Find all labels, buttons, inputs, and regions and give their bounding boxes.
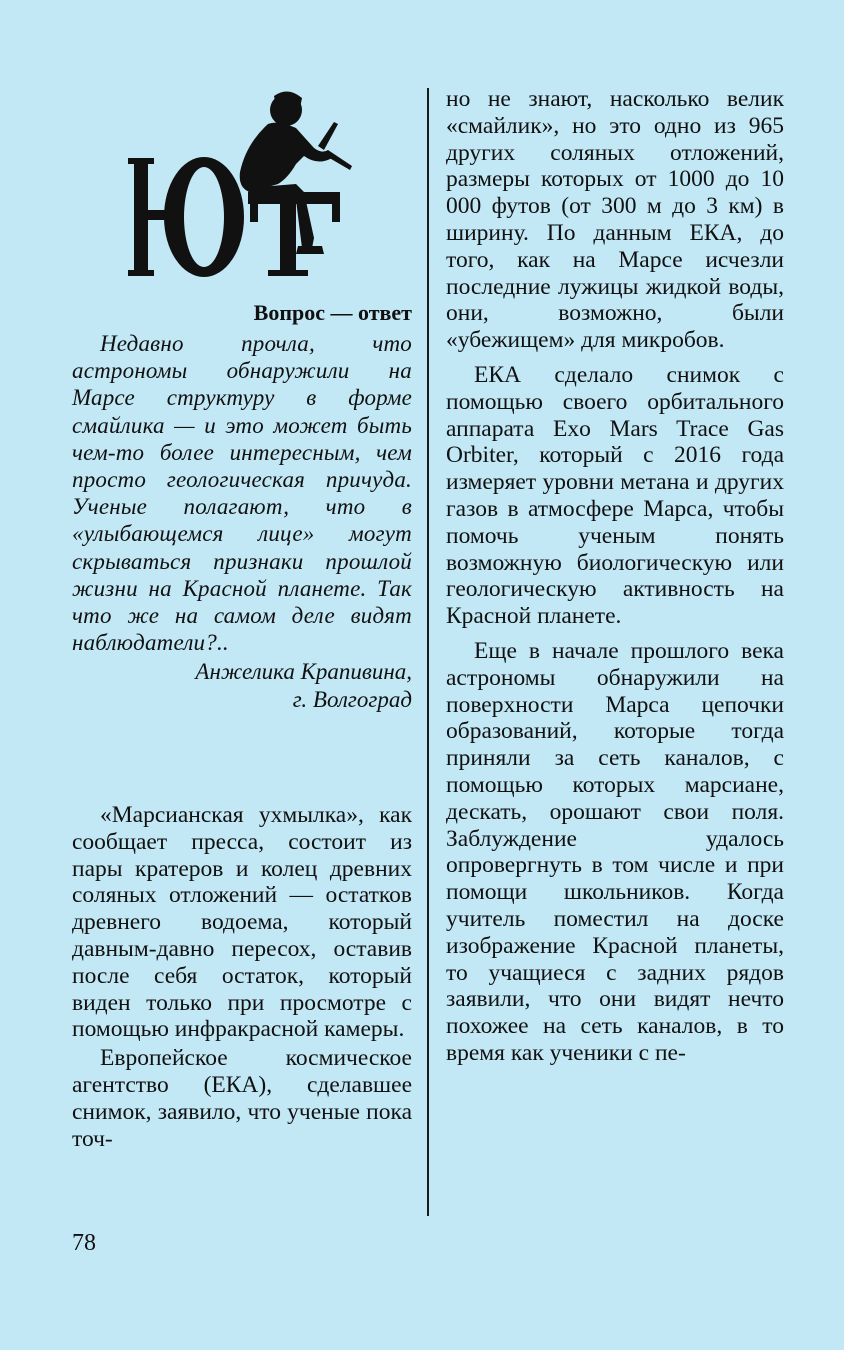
- column-divider: [427, 88, 429, 1216]
- section-label: Вопрос — ответ: [253, 300, 412, 325]
- paragraph: но не знают, насколько велик «смайлик», но это одно из 965 других соляных отложений, размеры которых от 1000 до 10 000 футов (от 300 м до 3 км) в ширину. По данным ЕКА, до того, как на Марсе исчезли последние лужицы жидкой воды, они, возможно, были «убежищем» для микробов.: [446, 86, 784, 354]
- silhouette-reading-figure-icon: [128, 88, 368, 288]
- paragraph: Европейское космическое агентство (ЕКА), сделавшее снимок, заявило, что ученые пока точ-: [72, 1045, 412, 1152]
- reader-question: Недавно прочла, что астрономы обнаружили на Марсе структуру в форме смайлика — и это может быть чем-то более интересным, чем просто геологическая причуда. Ученые полагают, что в «улыбающемся лице» могут скрываться признаки прошлой жизни на Красной планете. Так что же на самом деле видят наблюдатели?..: [72, 331, 412, 656]
- paragraph: Еще в начале прошлого века астрономы обнаружили на поверхности Марса цепочки образований, которые тогда приняли за сеть каналов, с помощью которых марсиане, дескать, орошают свои поля. Заблуждение удалось опровергнуть в том числе и при помощи школьников. Когда учитель поместил на доске изображение Красной планеты, то учащиеся с задних рядов заявили, что они видят нечто похожее на сеть каналов, в то время как ученики с пе-: [446, 637, 784, 1066]
- paragraph: ЕКА сделало снимок с помощью своего орбитального аппарата Exo Mars Trace Gas Orbiter, который с 2016 года измеряет уровни метана и других газов в атмосфере Марса, чтобы помочь ученым понять возможную биологическую или геологическую активность на Красной планете.: [446, 361, 784, 630]
- paragraph: «Марсианская ухмылка», как сообщает пресса, состоит из пары кратеров и колец древних соляных отложений — остатков древнего водоема, который давным-давно пересох, оставив после себя остаток, который виден только при просмотре с помощью инфракрасной камеры.: [72, 802, 412, 1043]
- question-block: [72, 298, 412, 714]
- answer-left-column: [72, 802, 412, 1152]
- signature-city: г. Волгоград: [292, 687, 412, 713]
- signature: [72, 658, 412, 714]
- page-number: 78: [72, 1230, 96, 1256]
- magazine-logo: [128, 88, 368, 288]
- answer-right-column: [446, 86, 784, 1067]
- signature-name: Анжелика Крапивина,: [195, 659, 412, 685]
